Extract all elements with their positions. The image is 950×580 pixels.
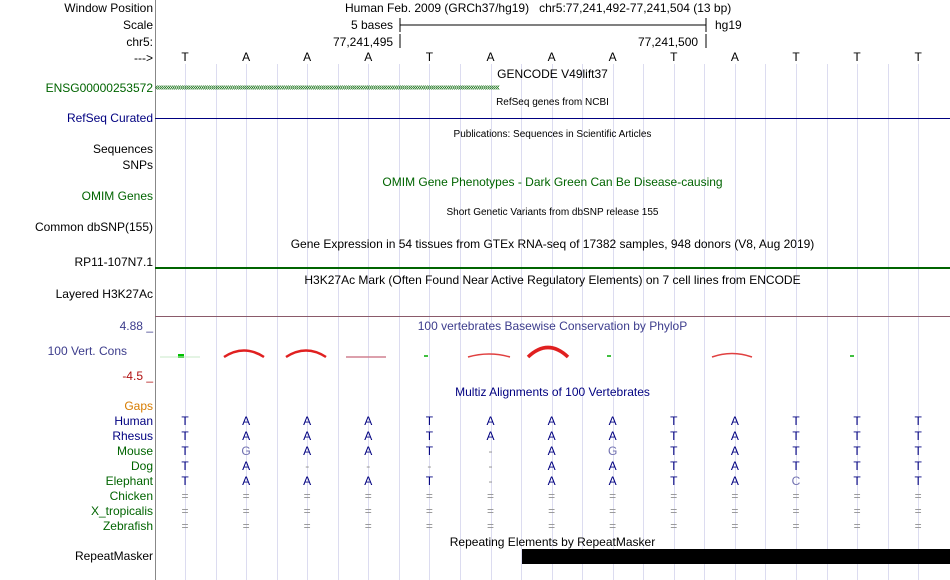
alignment-base: - [305,459,310,473]
gencode-label[interactable]: ENSG00000253572 [45,81,153,95]
alignment-base: = [670,489,678,503]
alignment-base: A [303,429,312,443]
species-label[interactable]: Dog [130,459,153,473]
alignment-base: T [425,444,434,458]
alignment-base: T [181,429,189,443]
phylop-peak [224,351,264,358]
alignment-base: = [670,504,678,518]
species-label[interactable]: Zebrafish [102,519,153,533]
alignment-base: = [486,489,494,503]
alignment-base: T [670,444,678,458]
window-position [345,1,731,15]
alignment-base: A [486,429,495,443]
refseq-gene-line[interactable] [155,118,950,119]
base-letter: A [730,50,739,64]
window-position-label: Window Position [64,1,153,15]
alignment-base: = [792,519,800,533]
assembly-text: Human Feb. 2009 (GRCh37/hg19) [345,1,530,15]
alignment-base: = [670,519,678,533]
alignment-base: T [792,444,800,458]
phylop-peak [286,351,326,358]
multiz-title[interactable]: Multiz Alignments of 100 Vertebrates [455,385,650,399]
alignment-base: = [242,489,250,503]
alignment-base: A [608,429,617,443]
alignment-base: = [181,489,189,503]
alignment-base: = [853,504,861,518]
phylop-bar [607,355,611,357]
alignment-base: = [181,519,189,533]
alignment-base: = [303,489,311,503]
phylop-label[interactable]: 100 Vert. Cons [47,344,127,358]
base-letter: A [242,50,251,64]
alignment-base: T [425,414,434,428]
publications-title[interactable]: Publications: Sequences in Scientific Articles [453,129,652,140]
alignment-base: = [914,519,922,533]
coord-left: 77,241,495 [333,35,394,49]
alignment-base: = [548,504,556,518]
alignment-base: = [548,489,556,503]
phylop-peak [528,348,568,358]
alignment-base: A [303,414,312,428]
alignment-base: A [364,429,373,443]
scale-label: Scale [122,18,153,32]
phylop-bar [424,355,428,357]
omim-label[interactable]: OMIM Genes [81,189,153,203]
base-sequence [0,50,950,64]
alignment-base: = [425,489,433,503]
base-letter: A [486,50,495,64]
snps-label[interactable]: SNPs [122,158,153,172]
alignment-base: T [425,429,434,443]
alignment-base: T [853,474,861,488]
refseq-title[interactable]: RefSeq genes from NCBI [496,97,609,108]
alignment-base: T [425,474,434,488]
alignment-base: = [853,519,861,533]
refseq-label[interactable]: RefSeq Curated [66,111,153,125]
coord-right: 77,241,500 [638,35,699,49]
alignment-base: A [547,429,556,443]
gencode-title[interactable]: GENCODE V49lift37 [497,67,608,81]
gencode-gene-feature[interactable]: ‹‹‹‹‹‹‹‹‹‹‹‹‹‹‹‹‹‹‹‹‹‹‹‹‹‹‹‹‹‹‹‹‹‹‹‹‹‹‹‹‹‹‹‹‹‹‹‹‹‹‹‹‹‹‹‹‹‹‹‹‹‹‹‹‹‹‹‹‹‹‹‹‹‹‹‹‹‹‹‹‹‹‹‹‹‹‹‹‹‹‹‹‹‹‹‹‹‹‹‹‹‹‹‹‹‹‹‹‹‹‹‹‹‹‹‹‹‹‹‹‹‹‹‹‹‹‹‹‹‹‹‹‹‹‹‹‹‹‹‹‹‹‹‹‹‹‹‹‹‹‹‹‹‹‹‹‹‹‹‹‹‹‹‹‹‹‹‹‹‹‹‹‹‹‹‹‹‹ [155,82,499,93]
alignment-base: = [731,489,739,503]
h3k27ac-baseline [155,316,950,317]
base-letter: T [670,50,678,64]
base-letter: T [181,50,189,64]
alignment-base: = [609,489,617,503]
base-letter: A [364,50,373,64]
repeatmasker-title[interactable]: Repeating Elements by RepeatMasker [449,535,656,549]
alignment-base: T [670,414,678,428]
alignment-base: - [488,474,493,488]
alignment-base: T [181,444,189,458]
alignment-base: - [366,459,371,473]
alignment-base: = [242,504,250,518]
alignment-base: - [488,459,493,473]
alignment-base: A [486,414,495,428]
gtex-label[interactable]: RP11-107N7.1 [74,255,153,269]
alignment-base: T [181,474,189,488]
base-letter: T [792,50,800,64]
alignment-base: T [853,414,861,428]
alignment-base: T [853,429,861,443]
gtex-title[interactable]: Gene Expression in 54 tissues from GTEx RNA-seq of 17382 samples, 948 donors (V8, Aug 2019) [290,237,815,251]
alignment-base: C [791,474,801,488]
alignment-base: G [241,444,251,458]
species-label[interactable]: Human [114,414,153,428]
alignment-base: A [608,414,617,428]
phylop-bar [850,355,854,357]
alignment-base: = [242,519,250,533]
base-letter: A [547,50,556,64]
alignment-base: = [914,504,922,518]
alignment-base: T [853,459,861,473]
base-letter: A [608,50,617,64]
alignment-base: T [914,414,922,428]
alignment-base: = [364,519,372,533]
phylop-peak [712,354,752,358]
dbsnp-title[interactable]: Short Genetic Variants from dbSNP release 155 [446,207,659,218]
species-label[interactable]: Mouse [116,444,153,458]
phylop-graph[interactable] [0,340,950,362]
alignment-base: T [914,429,922,443]
alignment-base: A [547,414,556,428]
alignment-base: T [670,429,678,443]
phylop-peak [468,354,510,357]
alignment-base: = [364,489,372,503]
alignment-base: = [303,504,311,518]
alignment-base: - [488,444,493,458]
alignment-base: A [242,474,251,488]
alignment-base: A [303,474,312,488]
alignment-base: T [853,444,861,458]
alignment-base: T [181,459,189,473]
alignment-base: A [730,444,739,458]
base-letter: T [914,50,922,64]
alignment-base: = [548,519,556,533]
base-letter: A [303,50,312,64]
h3k27ac-title[interactable]: H3K27Ac Mark (Often Found Near Active Regulatory Elements) on 7 cell lines from ENCODE [304,273,801,287]
species-label[interactable]: Chicken [109,489,153,503]
alignment-base: = [486,519,494,533]
position-text: chr5:77,241,492-77,241,504 (13 bp) [539,1,732,15]
repeatmasker-element[interactable] [522,549,950,564]
repeatmasker-label[interactable]: RepeatMasker [74,549,153,563]
coord-ticks [0,33,950,49]
alignment-base: A [608,459,617,473]
alignment-base: = [914,489,922,503]
alignment-base: = [364,504,372,518]
alignment-base: T [792,414,800,428]
phylop-title[interactable]: 100 vertebrates Basewise Conservation by PhyloP [417,319,688,333]
species-label[interactable]: Rhesus [112,429,153,443]
alignment-base: T [792,459,800,473]
gaps-label[interactable]: Gaps [124,399,153,413]
alignment-base: A [303,444,312,458]
alignment-base: A [547,474,556,488]
dbsnp-label[interactable]: Common dbSNP(155) [34,220,153,234]
phylop-max: 4.88 _ [119,319,153,333]
alignment-base: A [242,429,251,443]
alignment-base: A [547,444,556,458]
alignment-base: T [181,414,189,428]
alignment-base: = [486,504,494,518]
alignment-base: A [364,414,373,428]
alignment-base: = [609,504,617,518]
alignment-base: T [914,444,922,458]
alignment-base: = [792,504,800,518]
alignment-base: A [364,474,373,488]
alignment-base: = [853,489,861,503]
alignment-base: A [242,414,251,428]
alignment-base: = [425,504,433,518]
publications-label[interactable]: Sequences [92,142,153,156]
alignment-base: A [730,414,739,428]
h3k27ac-label[interactable]: Layered H3K27Ac [55,287,153,301]
alignment-base: A [364,444,373,458]
alignment-base: = [792,489,800,503]
species-label[interactable]: Elephant [105,474,153,488]
base-letter: T [853,50,861,64]
alignment-base: T [914,474,922,488]
species-label[interactable]: X_tropicalis [90,504,153,518]
alignment-base: A [730,474,739,488]
alignment-base: = [303,519,311,533]
omim-title[interactable]: OMIM Gene Phenotypes - Dark Green Can Be Disease-causing [382,175,723,189]
alignment-base: A [547,459,556,473]
alignment-base: T [792,429,800,443]
gtex-gene-bar[interactable] [155,267,950,269]
alignment-base: T [914,459,922,473]
alignment-base: A [730,429,739,443]
alignment-base: = [181,504,189,518]
phylop-min: -4.5 _ [122,369,153,383]
alignment-base: G [608,444,618,458]
alignment-base: A [730,459,739,473]
scale-text: 5 bases [351,18,394,32]
base-letter: T [425,50,434,64]
alignment-base: T [670,474,678,488]
db-text: hg19 [715,18,742,32]
alignment-base: = [609,519,617,533]
alignment-base: A [242,459,251,473]
alignment-base: = [731,504,739,518]
strand-label: ---> [134,51,153,65]
alignment-base: T [670,459,678,473]
alignment-base: A [608,474,617,488]
alignment-base: - [427,459,432,473]
alignment-base: = [425,519,433,533]
chrom-label: chr5: [126,35,153,49]
scale-bar [0,16,950,32]
alignment-base: = [731,519,739,533]
